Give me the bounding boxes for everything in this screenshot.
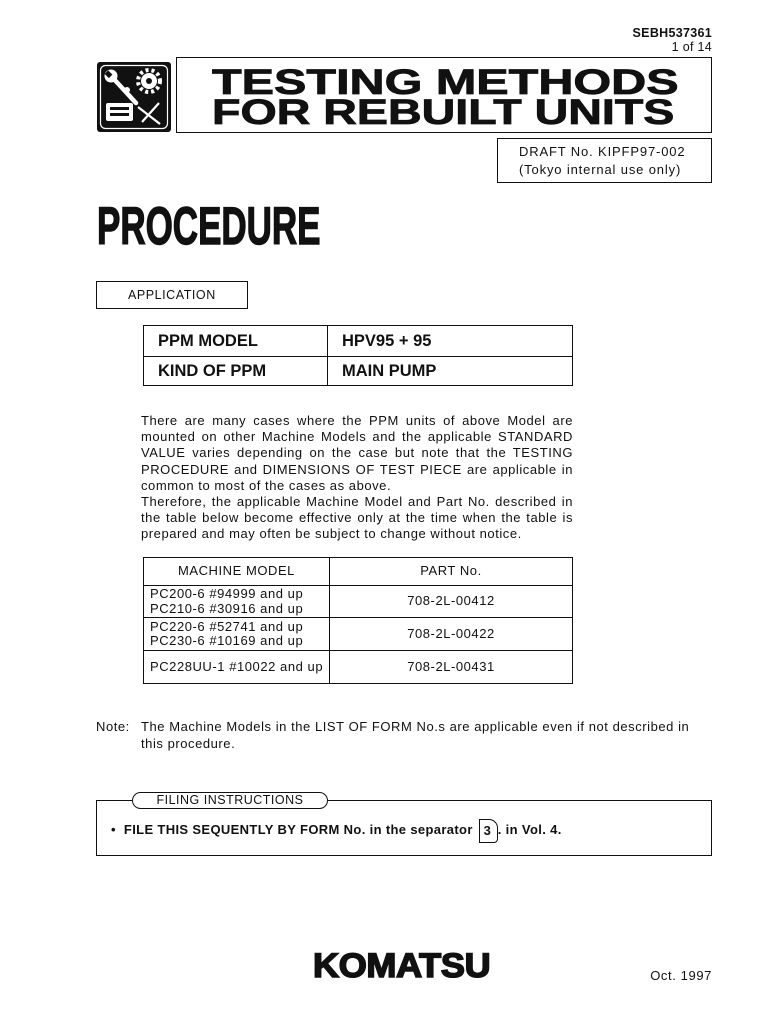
note-text xyxy=(141,718,689,752)
column-header-part-no: PART No. xyxy=(420,563,482,579)
part-no-cell: 708-2L-00431 xyxy=(407,658,495,674)
table-row xyxy=(144,617,572,650)
ppm-row-label: PPM MODEL xyxy=(144,326,328,356)
machine-model-cell xyxy=(144,618,330,650)
machine-model-cell xyxy=(144,586,330,617)
separator-tab: 3 xyxy=(479,819,498,843)
bullet: • xyxy=(111,822,116,837)
machine-model-cell xyxy=(144,651,330,683)
machine-model: PC228UU-1 #10022 and up xyxy=(150,658,324,674)
body-line: There are many cases where the PPM units of above Model are xyxy=(141,413,573,428)
filing-instructions-box xyxy=(96,793,712,856)
body-line: mounted on other Machine Models and the applicable STANDARD xyxy=(141,429,573,445)
body-line: VALUE varies depending on the case but note that the TESTING xyxy=(141,445,573,461)
column-header-machine-model: MACHINE MODEL xyxy=(144,558,330,585)
note-label: Note: xyxy=(96,719,130,734)
draft-box xyxy=(497,138,712,183)
body-line: prepared and may often be subject to change without notice. xyxy=(141,526,522,542)
komatsu-logo: KOMATSU xyxy=(313,947,491,985)
page-indicator: 1 of 14 xyxy=(671,40,712,54)
draft-note: (Tokyo internal use only) xyxy=(519,162,682,177)
filing-text: FILE THIS SEQUENTLY BY FORM No. in the separator xyxy=(123,822,473,837)
body-line: common to most of the cases as above. xyxy=(141,477,392,493)
ppm-table xyxy=(143,325,573,386)
machine-model-table xyxy=(143,557,573,684)
filing-instruction-item xyxy=(111,818,562,842)
filing-instructions-label: FILING INSTRUCTIONS xyxy=(132,792,328,809)
part-no-cell: 708-2L-00422 xyxy=(407,625,495,641)
machine-model: PC220-6 #52741 and up xyxy=(150,618,304,634)
body-paragraph xyxy=(141,413,573,543)
ppm-row-value: MAIN PUMP xyxy=(342,362,437,380)
draft-number: DRAFT No. KIPFP97-002 xyxy=(519,144,686,159)
body-line: Therefore, the applicable Machine Model and Part No. described in xyxy=(141,493,573,509)
ppm-row-label: KIND OF PPM xyxy=(144,357,328,385)
testing-tools-icon xyxy=(97,62,171,132)
table-row xyxy=(144,585,572,617)
publication-date: Oct. 1997 xyxy=(650,968,712,983)
part-no-cell: 708-2L-00412 xyxy=(407,593,495,609)
machine-model: PC230-6 #10169 and up xyxy=(150,633,304,648)
table-row xyxy=(144,650,572,683)
application-label: APPLICATION xyxy=(96,281,248,309)
note-line: this procedure. xyxy=(141,736,236,751)
ppm-row-value: HPV95 + 95 xyxy=(342,332,432,350)
document-number: SEBH537361 xyxy=(632,26,712,40)
title-line-2: FOR REBUILT UNITS xyxy=(212,93,675,132)
machine-model: PC210-6 #30916 and up xyxy=(150,600,304,616)
machine-model: PC200-6 #94999 and up xyxy=(150,586,304,601)
title-box xyxy=(176,57,712,133)
section-heading: PROCEDURE xyxy=(97,197,321,256)
title-line-1: TESTING METHODS xyxy=(212,63,679,102)
note-line: The Machine Models in the LIST OF FORM No.s are applicable even if not described in xyxy=(141,719,690,734)
body-line: the table below become effective only at the time when the table is xyxy=(141,510,573,526)
body-line: PROCEDURE and DIMENSIONS OF TEST PIECE are applicable in xyxy=(141,461,573,477)
ppm-table-row xyxy=(144,357,572,385)
table-header-row xyxy=(144,558,572,585)
ppm-table-row xyxy=(144,326,572,357)
filing-text-after: . in Vol. 4. xyxy=(497,822,562,837)
